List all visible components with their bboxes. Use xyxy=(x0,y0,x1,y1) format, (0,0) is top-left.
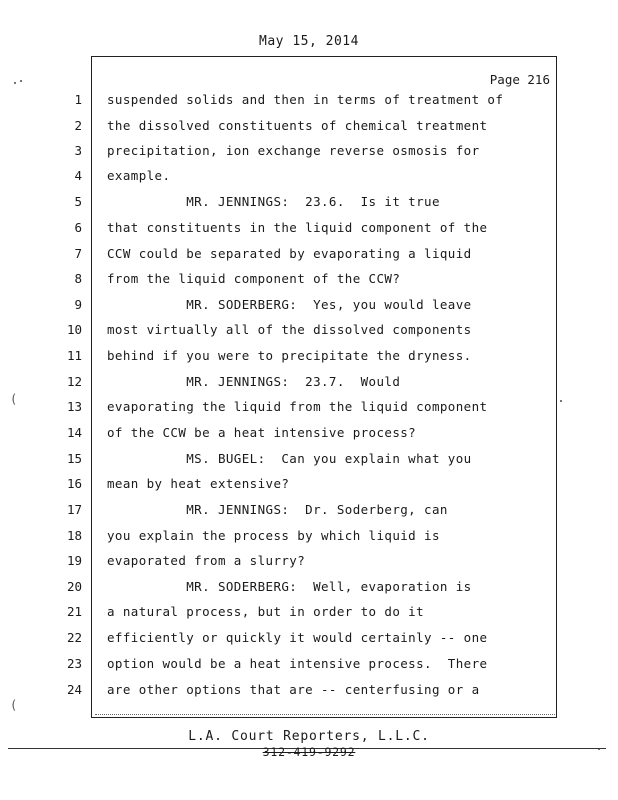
line-text: MR. SODERBERG: Well, evaporation is xyxy=(107,579,472,594)
line-number: 21 xyxy=(66,604,82,619)
line-number: 6 xyxy=(74,220,82,235)
line-text: precipitation, ion exchange reverse osmosis for xyxy=(107,143,480,158)
line-number: 7 xyxy=(74,246,82,261)
line-number: 8 xyxy=(74,271,82,286)
transcript-line xyxy=(0,682,600,702)
line-text: example. xyxy=(107,168,171,183)
line-number: 23 xyxy=(66,656,82,671)
line-text: the dissolved constituents of chemical treatment xyxy=(107,118,488,133)
transcript-line xyxy=(0,194,600,214)
line-number: 4 xyxy=(74,168,82,183)
line-text: MR. JENNINGS: Dr. Soderberg, can xyxy=(107,502,448,517)
line-text: from the liquid component of the CCW? xyxy=(107,271,401,286)
margin-mark: ( xyxy=(10,698,18,712)
footer-phone: 312-419-9292 xyxy=(262,745,356,759)
transcript-line xyxy=(0,297,600,317)
line-number: 20 xyxy=(66,579,82,594)
line-number: 22 xyxy=(66,630,82,645)
line-text: of the CCW be a heat intensive process? xyxy=(107,425,417,440)
transcript-line xyxy=(0,374,600,394)
line-text: MR. JENNINGS: 23.6. Is it true xyxy=(107,194,440,209)
line-text: a natural process, but in order to do it xyxy=(107,604,425,619)
line-text: MR. SODERBERG: Yes, you would leave xyxy=(107,297,472,312)
line-number: 10 xyxy=(66,322,82,337)
line-text: are other options that are -- centerfusing or a xyxy=(107,682,480,697)
line-text: CCW could be separated by evaporating a liquid xyxy=(107,246,472,261)
transcript-line xyxy=(0,553,600,573)
footer-company: L.A. Court Reporters, L.L.C. xyxy=(188,729,430,744)
line-number: 17 xyxy=(66,502,82,517)
line-text: suspended solids and then in terms of treatment of xyxy=(107,92,504,107)
line-text: that constituents in the liquid component of the xyxy=(107,220,488,235)
scan-speck xyxy=(20,80,22,82)
transcript-line xyxy=(0,322,600,342)
line-number: 16 xyxy=(66,476,82,491)
line-text: MS. BUGEL: Can you explain what you xyxy=(107,451,472,466)
transcript-line xyxy=(0,271,600,291)
line-text: most virtually all of the dissolved components xyxy=(107,322,472,337)
line-number: 18 xyxy=(66,528,82,543)
line-number: 3 xyxy=(74,143,82,158)
line-number: 9 xyxy=(74,297,82,312)
line-number: 2 xyxy=(74,118,82,133)
transcript-line xyxy=(0,220,600,240)
line-number: 13 xyxy=(66,399,82,414)
line-text: you explain the process by which liquid is xyxy=(107,528,440,543)
transcript-line xyxy=(0,656,600,676)
line-text: option would be a heat intensive process. There xyxy=(107,656,488,671)
line-text: MR. JENNINGS: 23.7. Would xyxy=(107,374,401,389)
transcript-line xyxy=(0,476,600,496)
transcript-line xyxy=(0,528,600,548)
line-text: mean by heat extensive? xyxy=(107,476,290,491)
line-number: 14 xyxy=(66,425,82,440)
transcript-line xyxy=(0,630,600,650)
line-text: evaporated from a slurry? xyxy=(107,553,306,568)
header-date: May 15, 2014 xyxy=(259,34,359,49)
line-text: evaporating the liquid from the liquid component xyxy=(107,399,488,414)
transcript-line xyxy=(0,399,600,419)
scan-speck xyxy=(560,400,562,402)
transcript-line xyxy=(0,425,600,445)
line-text: efficiently or quickly it would certainly -- one xyxy=(107,630,488,645)
transcript-line xyxy=(0,348,600,368)
line-text: behind if you were to precipitate the dryness. xyxy=(107,348,472,363)
line-number: 12 xyxy=(66,374,82,389)
transcript-line xyxy=(0,246,600,266)
line-number: 1 xyxy=(74,92,82,107)
transcript-line xyxy=(0,168,600,188)
transcript-line xyxy=(0,143,600,163)
line-number: 24 xyxy=(66,682,82,697)
transcript-line xyxy=(0,579,600,599)
transcript-line xyxy=(0,118,600,138)
transcript-line xyxy=(0,92,600,112)
line-number: 5 xyxy=(74,194,82,209)
margin-mark: ( xyxy=(10,392,18,406)
transcript-line xyxy=(0,451,600,471)
line-number: 11 xyxy=(66,348,82,363)
transcript-line xyxy=(0,502,600,522)
page-number: Page 216 xyxy=(489,72,550,87)
scan-speck xyxy=(14,82,16,84)
transcript-line xyxy=(0,604,600,624)
line-number: 15 xyxy=(66,451,82,466)
line-number: 19 xyxy=(66,553,82,568)
scan-smudge xyxy=(95,714,555,718)
